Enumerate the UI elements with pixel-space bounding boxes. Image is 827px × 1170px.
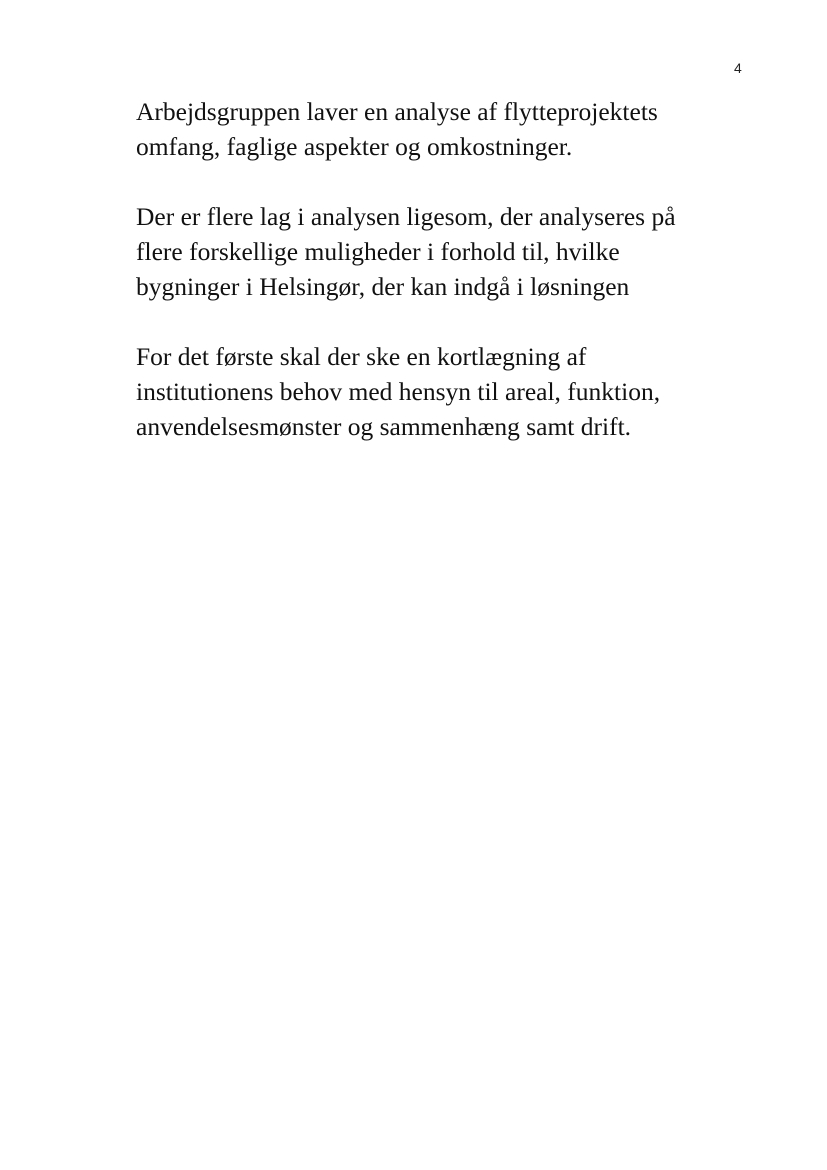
page-number: 4 xyxy=(734,60,742,76)
text-line: Arbejdsgruppen laver en analyse af flytteprojektets xyxy=(136,97,658,126)
text-line: omfang, faglige aspekter og omkostninger. xyxy=(136,132,573,161)
document-body xyxy=(136,94,736,479)
text-line: For det første skal der ske en kortlægning af xyxy=(136,342,587,371)
paragraph-1 xyxy=(136,94,736,164)
text-line: anvendelsesmønster og sammenhæng samt drift. xyxy=(136,412,632,441)
paragraph-3 xyxy=(136,339,736,444)
text-line: bygninger i Helsingør, der kan indgå i løsningen xyxy=(136,272,630,301)
paragraph-2 xyxy=(136,199,736,304)
text-line: Der er flere lag i analysen ligesom, der analyseres på xyxy=(136,202,676,231)
text-line: institutionens behov med hensyn til areal, funktion, xyxy=(136,377,661,406)
text-line: flere forskellige muligheder i forhold til, hvilke xyxy=(136,237,620,266)
